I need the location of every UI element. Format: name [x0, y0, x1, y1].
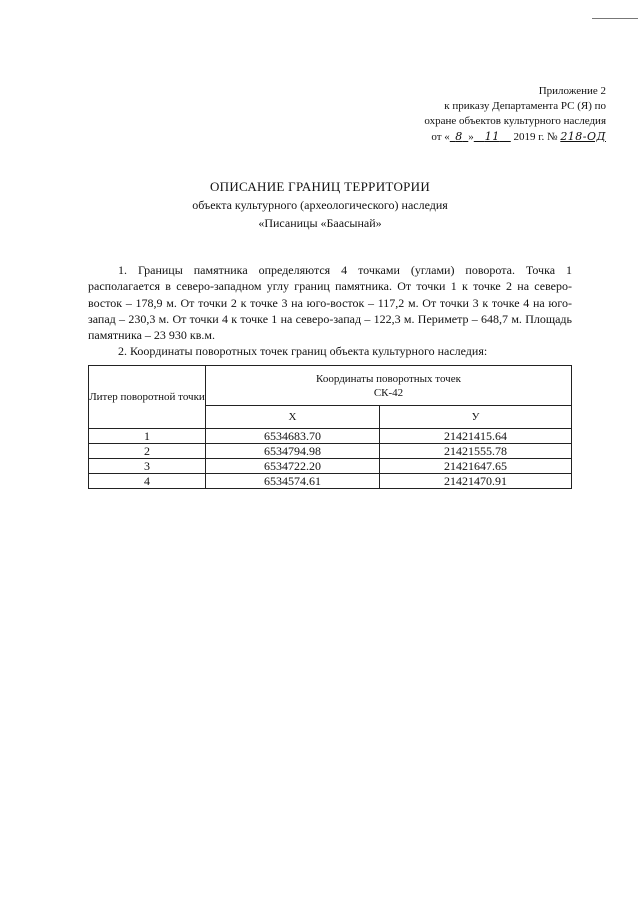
object-name: «Писаницы «Баасынай» [258, 216, 382, 230]
table-header-row [89, 366, 572, 406]
header-coordinates-system: СК-42 [373, 386, 404, 399]
paragraph-coordinates-intro: 2. Координаты поворотных точек границ объекта культурного наследия: [118, 344, 488, 359]
paragraph-boundaries: 1. Границы памятника определяются 4 точками (углами) поворота. Точка 1 располагается в северо-западном углу границ памятника. От точки 1 к точке 2 на северо- восток – 178,9 м. От точки 2 к точке 3 на юго-восток – 117,2 м. От точки 3 к точке 4 на юго-запад – 230,3 м. От точки 4 к точке 1 на северо-запад – 122,3 м. Периметр – 648,7 м. Площадь памятника – 23 930 кв.м. [88, 263, 572, 343]
date-year-number: 2019 г. № [513, 131, 558, 143]
coordinates-table [88, 365, 572, 489]
document-title: ОПИСАНИЕ ГРАНИЦ ТЕРРИТОРИИ [209, 179, 431, 194]
cell-point: 1 [89, 429, 206, 444]
header-x: Х [206, 406, 380, 429]
document-title-block [0, 178, 640, 232]
cell-y: 21421555.78 [379, 444, 571, 459]
date-month-handwritten: 11 [484, 130, 500, 143]
cell-point: 3 [89, 459, 206, 474]
appendix-department: охране объектов культурного наследия [424, 115, 606, 127]
cell-x: 6534722.20 [206, 459, 380, 474]
cell-x: 6534683.70 [206, 429, 380, 444]
object-type: объекта культурного (археологического) наследия [192, 198, 448, 212]
appendix-date-line [424, 129, 606, 145]
date-mid: » [468, 131, 474, 143]
header-y: У [379, 406, 571, 429]
order-number-handwritten: 218-ОД [560, 130, 606, 143]
appendix-order-ref: к приказу Департамента РС (Я) по [444, 100, 606, 112]
appendix-header [424, 84, 606, 145]
cell-point: 2 [89, 444, 206, 459]
date-day-handwritten: 8 [455, 130, 463, 143]
cell-y: 21421470.91 [379, 474, 571, 489]
table-row [89, 459, 572, 474]
header-coordinates-group [206, 366, 572, 406]
date-prefix: от « [431, 131, 450, 143]
table-row [89, 474, 572, 489]
table-row [89, 429, 572, 444]
cell-x: 6534794.98 [206, 444, 380, 459]
cell-x: 6534574.61 [206, 474, 380, 489]
header-point-litera: Литер поворотной точки [89, 366, 206, 429]
cell-y: 21421647.65 [379, 459, 571, 474]
table-row [89, 444, 572, 459]
appendix-title: Приложение 2 [538, 85, 606, 97]
corner-mark-line [592, 18, 638, 19]
header-coordinates-title: Координаты поворотных точек [316, 372, 461, 385]
cell-y: 21421415.64 [379, 429, 571, 444]
description-text [88, 262, 572, 360]
cell-point: 4 [89, 474, 206, 489]
